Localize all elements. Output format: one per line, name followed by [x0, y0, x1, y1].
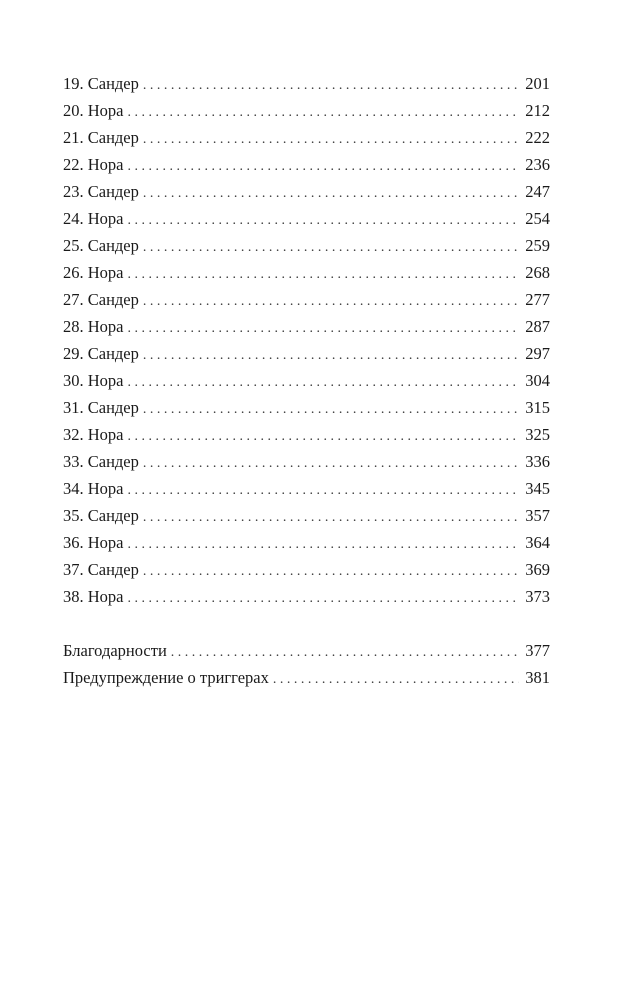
toc-entry-28	[63, 313, 550, 340]
toc-entry-page: 304	[525, 371, 550, 390]
toc-entry-acknowledgements	[63, 637, 550, 664]
toc-entry-title: 28. Нора	[63, 317, 124, 336]
toc-entry-title: Благодарности	[63, 641, 167, 660]
dot-leader	[128, 477, 520, 504]
dot-leader	[128, 585, 520, 612]
toc-entry-33	[63, 448, 550, 475]
toc-entry-title: 37. Сандер	[63, 560, 139, 579]
dot-leader	[128, 369, 520, 396]
section-gap	[63, 610, 550, 637]
toc-entry-32	[63, 421, 550, 448]
toc-entry-20	[63, 97, 550, 124]
toc-entry-title: 20. Нора	[63, 101, 124, 120]
toc-entry-title: 21. Сандер	[63, 128, 139, 147]
toc-entry-19	[63, 70, 550, 97]
toc-entry-page: 315	[525, 398, 550, 417]
toc-entry-page: 259	[525, 236, 550, 255]
dot-leader	[171, 639, 519, 666]
toc-entry-title: 32. Нора	[63, 425, 124, 444]
toc-entry-page: 287	[525, 317, 550, 336]
toc-entry-22	[63, 151, 550, 178]
dot-leader	[143, 126, 519, 153]
toc-entry-27	[63, 286, 550, 313]
dot-leader	[143, 180, 519, 207]
toc-entry-38	[63, 583, 550, 610]
toc-entry-title: 38. Нора	[63, 587, 124, 606]
toc-entry-36	[63, 529, 550, 556]
dot-leader	[128, 261, 520, 288]
toc-entry-23	[63, 178, 550, 205]
toc-entry-title: 24. Нора	[63, 209, 124, 228]
toc-entry-21	[63, 124, 550, 151]
toc-entry-title: 27. Сандер	[63, 290, 139, 309]
chapter-list	[63, 70, 550, 610]
toc-entry-title: 29. Сандер	[63, 344, 139, 363]
toc-entry-page: 364	[525, 533, 550, 552]
toc-entry-page: 297	[525, 344, 550, 363]
table-of-contents	[63, 70, 550, 691]
toc-entry-trigger-warning	[63, 664, 550, 691]
toc-entry-page: 336	[525, 452, 550, 471]
toc-entry-page: 345	[525, 479, 550, 498]
dot-leader	[128, 207, 520, 234]
toc-entry-page: 268	[525, 263, 550, 282]
toc-entry-title: 25. Сандер	[63, 236, 139, 255]
toc-entry-title: 35. Сандер	[63, 506, 139, 525]
toc-entry-title: 34. Нора	[63, 479, 124, 498]
toc-entry-24	[63, 205, 550, 232]
dot-leader	[143, 450, 519, 477]
toc-entry-page: 236	[525, 155, 550, 174]
dot-leader	[143, 504, 519, 531]
toc-entry-31	[63, 394, 550, 421]
toc-entry-29	[63, 340, 550, 367]
backmatter-list	[63, 637, 550, 691]
toc-entry-30	[63, 367, 550, 394]
toc-entry-title: 33. Сандер	[63, 452, 139, 471]
toc-entry-page: 381	[525, 668, 550, 687]
toc-entry-title: 23. Сандер	[63, 182, 139, 201]
toc-entry-34	[63, 475, 550, 502]
dot-leader	[143, 558, 519, 585]
dot-leader	[273, 666, 519, 693]
toc-entry-title: 30. Нора	[63, 371, 124, 390]
toc-entry-25	[63, 232, 550, 259]
toc-entry-page: 201	[525, 74, 550, 93]
dot-leader	[128, 153, 520, 180]
toc-entry-26	[63, 259, 550, 286]
dot-leader	[143, 342, 519, 369]
toc-entry-37	[63, 556, 550, 583]
toc-entry-page: 373	[525, 587, 550, 606]
toc-entry-page: 377	[525, 641, 550, 660]
toc-entry-title: Предупреждение о триггерах	[63, 668, 269, 687]
toc-entry-page: 325	[525, 425, 550, 444]
toc-entry-title: 36. Нора	[63, 533, 124, 552]
dot-leader	[128, 99, 520, 126]
dot-leader	[143, 396, 519, 423]
toc-entry-title: 19. Сандер	[63, 74, 139, 93]
toc-entry-title: 26. Нора	[63, 263, 124, 282]
toc-entry-page: 212	[525, 101, 550, 120]
dot-leader	[128, 315, 520, 342]
toc-entry-title: 22. Нора	[63, 155, 124, 174]
dot-leader	[143, 234, 519, 261]
toc-entry-35	[63, 502, 550, 529]
toc-entry-page: 369	[525, 560, 550, 579]
toc-entry-page: 277	[525, 290, 550, 309]
toc-entry-page: 254	[525, 209, 550, 228]
toc-entry-title: 31. Сандер	[63, 398, 139, 417]
dot-leader	[128, 423, 520, 450]
toc-entry-page: 357	[525, 506, 550, 525]
dot-leader	[128, 531, 520, 558]
dot-leader	[143, 288, 519, 315]
toc-entry-page: 222	[525, 128, 550, 147]
dot-leader	[143, 72, 519, 99]
toc-entry-page: 247	[525, 182, 550, 201]
